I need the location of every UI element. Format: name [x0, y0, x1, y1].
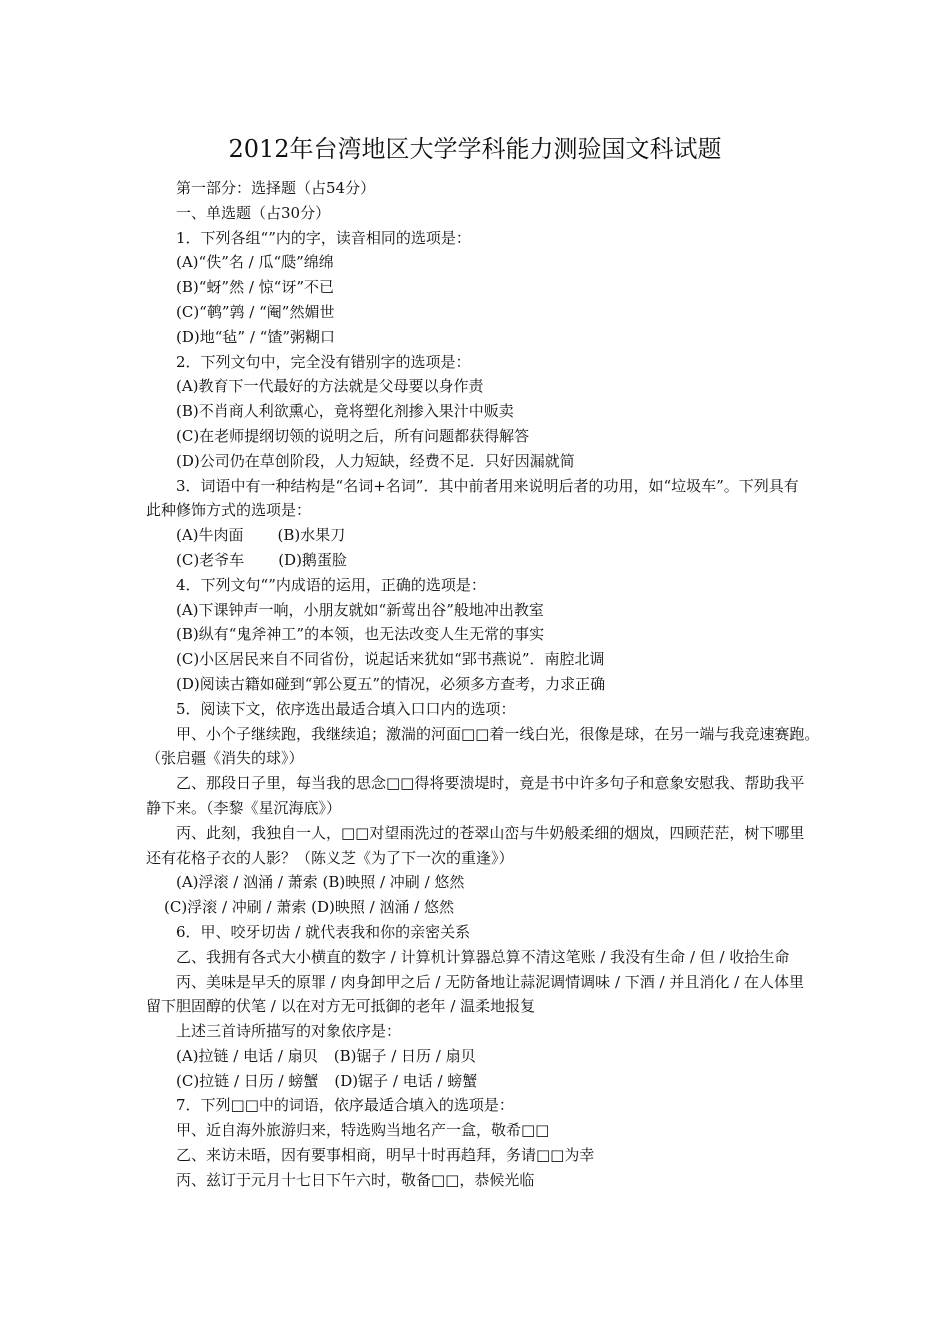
question-2-option-b: (B)不肖商人利欲熏心，竟将塑化剂掺入果汁中贩卖 — [176, 402, 514, 421]
question-3-option-c: (C)老爷车 — [176, 550, 245, 569]
question-5-passage-jia: 甲、小个子继续跑，我继续追；激湍的河面□□着一线白光，很像是球，在另一端与我竞速赛跑。 （张启疆《消失的球》） — [146, 724, 842, 768]
question-3-stem: 3．词语中有一种结构是“名词+名词”．其中前者用来说明后者的功用，如“垃圾车”。下列具有此种修饰方式的选项是： — [146, 476, 799, 520]
question-6-question: 上述三首诗所描写的对象依序是： — [176, 1022, 402, 1041]
question-7-item-bing: 丙、兹订于元月十七日下午六时，敬备□□，恭候光临 — [176, 1170, 535, 1189]
question-7-item-jia: 甲、近自海外旅游归来，特选购当地名产一盒，敬希□□ — [176, 1121, 550, 1140]
question-4-stem: 4．下列文句“”内成语的运用，正确的选项是： — [176, 575, 486, 594]
question-4-option-a: (A)下课钟声一响，小朋友就如“新莺出谷”般地冲出教室 — [176, 600, 544, 619]
question-3-options-row-2 — [146, 548, 812, 573]
part-heading: 第一部分：选择题（占54分） — [176, 179, 376, 197]
question-6-option-b: (B)锯子 / 日历 / 扇贝 — [333, 1046, 476, 1065]
question-6-poem-jia: 6．甲、咬牙切齿 / 就代表我和你的亲密关系 — [176, 922, 471, 941]
question-3-option-b: (B)水果刀 — [277, 526, 346, 545]
question-1-option-c: (C)“鹌”鹑 / “阉”然媚世 — [176, 302, 335, 321]
question-3-option-d: (D)鹅蛋脸 — [278, 550, 347, 569]
question-2-option-c: (C)在老师提纲切领的说明之后，所有问题都获得解答 — [176, 426, 530, 445]
question-6-option-a: (A)拉链 / 电话 / 扇贝 — [176, 1046, 318, 1065]
question-7-item-yi: 乙、来访未晤，因有要事相商，明早十时再趋拜，务请□□为幸 — [176, 1146, 595, 1165]
document-title: 2012年台湾地区大学学科能力测验国文科试题 — [228, 135, 722, 163]
question-1-stem: 1．下列各组“”内的字，读音相同的选项是： — [176, 228, 471, 247]
question-6-option-d: (D)锯子 / 电话 / 螃蟹 — [334, 1071, 478, 1090]
question-4-option-b: (B)纵有“鬼斧神工”的本领，也无法改变人生无常的事实 — [176, 625, 545, 644]
question-1-option-d: (D)地“毡” / “馇”粥糊口 — [176, 327, 335, 346]
question-6-poem-yi: 乙、我拥有各式大小横直的数字 / 计算机计算器总算不清这笔账 / 我没有生命 / 但 / 收拾生命 — [176, 947, 790, 966]
question-2-option-d: (D)公司仍在草创阶段，人力短缺，经费不足．只好因漏就简 — [176, 451, 575, 470]
question-2-option-a: (A)教育下一代最好的方法就是父母要以身作责 — [176, 377, 484, 396]
question-6-option-c: (C)拉链 / 日历 / 螃蟹 — [176, 1071, 319, 1090]
question-1-option-b: (B)“蚜”然 / 惊“讶”不已 — [176, 278, 334, 297]
question-3-option-a: (A)牛肉面 — [176, 526, 244, 545]
question-2-stem: 2．下列文句中，完全没有错别字的选项是： — [176, 352, 471, 371]
question-7-stem: 7．下列□□中的词语，依序最适合填入的选项是： — [176, 1096, 514, 1115]
question-4-option-c: (C)小区居民来自不同省份，说起话来犹如“郢书燕说”．南腔北调 — [176, 650, 605, 669]
section-heading: 一、单选题（占30分） — [176, 203, 331, 222]
question-6-poem-bing: 丙、美味是早夭的原罪 / 肉身卸甲之后 / 无防备地让蒜泥调情调味 / 下酒 / 并且消化 / 在人体里留下胆固醇的伏笔 / 以在对方无可抵御的老年 / 温柔地报复 — [146, 972, 804, 1016]
question-6-options-row-1 — [146, 1044, 812, 1069]
question-5-passage-bing: 丙、此刻，我独自一人，□□对望雨洗过的苍翠山峦与牛奶般柔细的烟岚，四顾茫茫，树下哪里还有花格子衣的人影？（陈义芝《为了下一次的重逢》） — [146, 823, 805, 867]
question-5-stem: 5．阅读下文，依序选出最适合填入口口内的选项： — [176, 699, 516, 718]
question-5-passage-yi: 乙、那段日子里，每当我的思念□□得将要溃堤时，竟是书中许多句子和意象安慰我、帮助我平静下来。（李黎《星沉海底》） — [146, 774, 805, 817]
question-4-option-d: (D)阅读古籍如碰到“郭公夏五”的情况，必须多方查考，力求正确 — [176, 674, 606, 693]
question-5-options-row-2: (C)浮滚 / 冲刷 / 萧索 (D)映照 / 汹涌 / 悠然 — [164, 898, 455, 917]
document-body — [146, 176, 842, 1193]
question-5-options-row-1: (A)浮滚 / 汹涌 / 萧索 (B)映照 / 冲刷 / 悠然 — [176, 873, 465, 892]
question-6-options-row-2 — [146, 1069, 812, 1094]
question-1-option-a: (A)“佚”名 / 瓜“瓞”绵绵 — [176, 253, 334, 272]
question-3-options-row-1 — [146, 523, 812, 548]
